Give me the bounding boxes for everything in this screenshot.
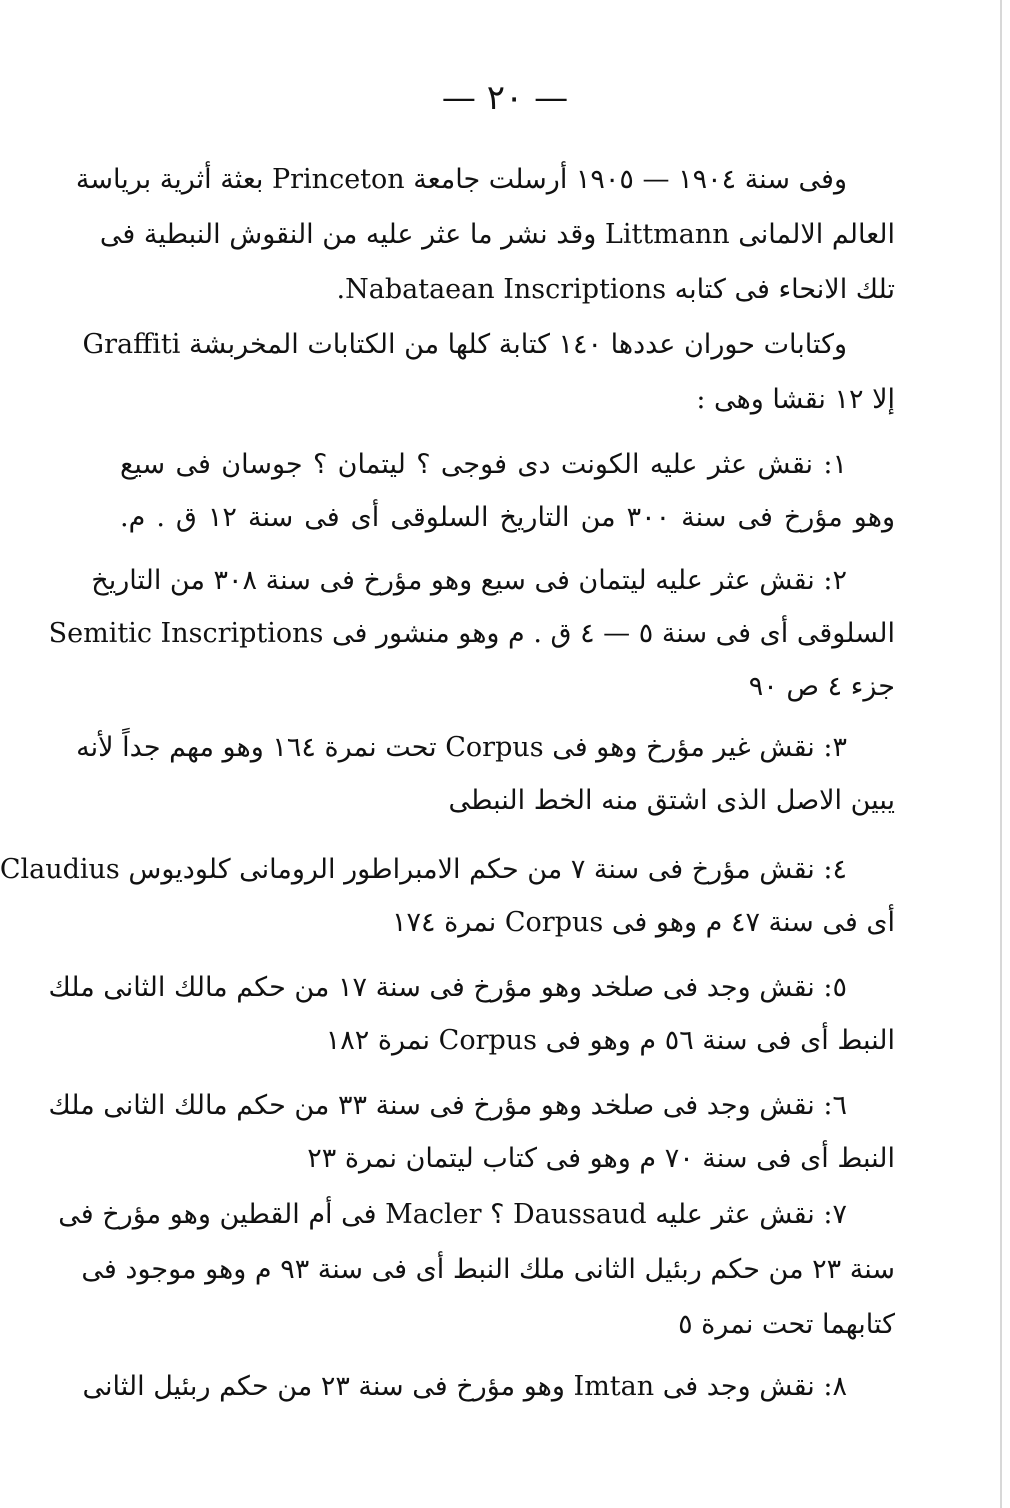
text-line: جزء ٤ ص ٩٠ <box>748 671 895 702</box>
text-line: النبط أى فى سنة ٧٠ م وهو فى كتاب ليتمان نمرة ٢٣ <box>307 1143 895 1174</box>
text-line: وهو مؤرخ فى سنة ٣٠٠ من التاريخ السلوقى أى فى سنة ١٢ ق . م. <box>120 502 896 533</box>
text-line: سنة ٢٣ من حكم ربئيل الثانى ملك النبط أى فى سنة ٩٣ م وهو موجود فى <box>81 1254 895 1285</box>
text-line: النبط أى فى سنة ٥٦ م وهو فى Corpus نمرة ١٨٢ <box>325 1025 895 1056</box>
page-edge <box>1000 0 1002 1508</box>
text-line: وكتابات حوران عددها ١٤٠ كتابة كلها من الكتابات المخربشة Graffiti <box>82 329 847 360</box>
text-line: إلا ١٢ نقشا وهى : <box>696 384 895 415</box>
text-line: كتابهما تحت نمرة ٥ <box>678 1309 895 1340</box>
list-item: ١: نقش عثر عليه الكونت دى فوجى ؟ ليتمان ؟ جوسان فى سيع <box>120 449 847 480</box>
list-item: ٤: نقش مؤرخ فى سنة ٧ من حكم الامبراطور الرومانى كلوديوس Claudius <box>0 854 847 885</box>
list-item: ٣: نقش غير مؤرخ وهو فى Corpus تحت نمرة ١٦٤ وهو مهم جداً لأنه <box>76 732 847 763</box>
page-number: — ٢٠ — <box>441 78 569 118</box>
list-item: ٨: نقش وجد فى Imtan وهو مؤرخ فى سنة ٢٣ من حكم ربئيل الثانى <box>82 1371 847 1402</box>
text-line: يبين الاصل الذى اشتق منه الخط النبطى <box>448 785 895 816</box>
text-line: وفى سنة ١٩٠٤ — ١٩٠٥ أرسلت جامعة Princeton بعثة أثرية برياسة <box>75 164 847 195</box>
text-line: تلك الانحاء فى كتابه Nabataean Inscriptions. <box>336 274 895 305</box>
text-line: السلوقى أى فى سنة ٥ — ٤ ق . م وهو منشور فى Semitic Inscriptions <box>48 618 895 649</box>
list-item: ٦: نقش وجد فى صلخد وهو مؤرخ فى سنة ٣٣ من حكم مالك الثانى ملك <box>48 1090 847 1121</box>
text-line: العالم الالمانى Littmann وقد نشر ما عثر عليه من النقوش النبطية فى <box>99 219 895 250</box>
list-item: ٧: نقش عثر عليه Daussaud ؟ Macler فى أم القطين وهو مؤرخ فى <box>58 1199 847 1230</box>
list-item: ٥: نقش وجد فى صلخد وهو مؤرخ فى سنة ١٧ من حكم مالك الثانى ملك <box>48 972 847 1003</box>
list-item: ٢: نقش عثر عليه ليتمان فى سيع وهو مؤرخ فى سنة ٣٠٨ من التاريخ <box>91 565 847 596</box>
text-line: أى فى سنة ٤٧ م وهو فى Corpus نمرة ١٧٤ <box>392 907 895 938</box>
